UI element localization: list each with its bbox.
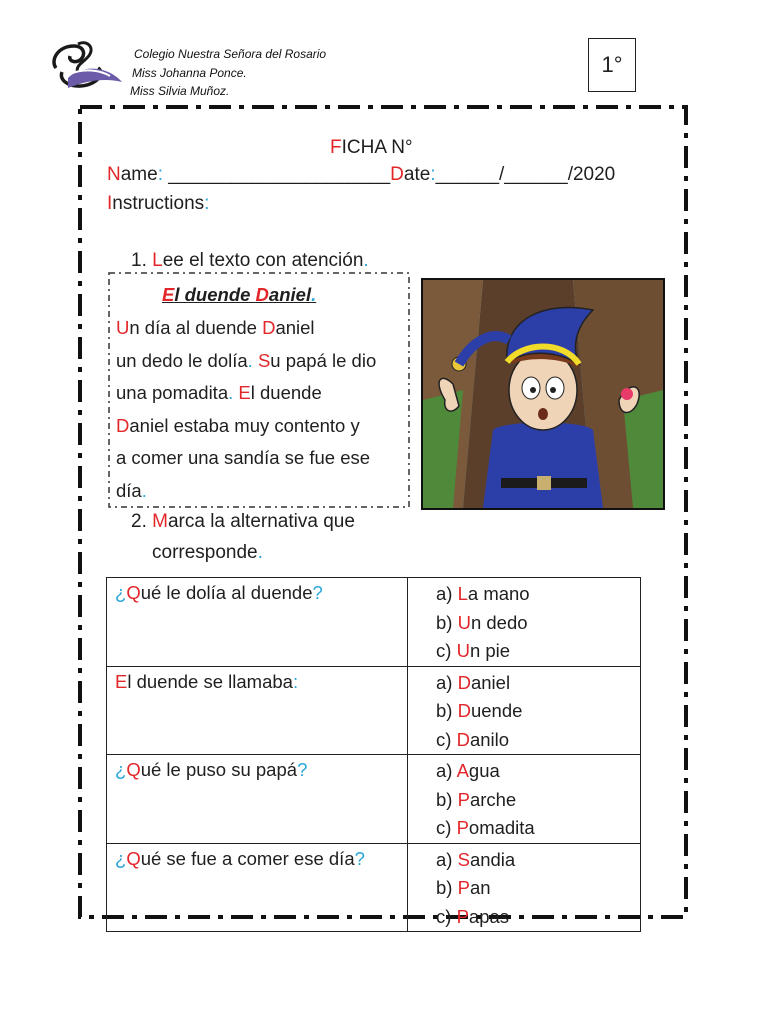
- elf-illustration: [421, 278, 665, 510]
- date-field[interactable]: ______/______/2020: [435, 164, 616, 185]
- option-c[interactable]: c) Danilo: [436, 728, 510, 750]
- options-cell: [408, 843, 641, 932]
- story-line: Daniel estaba muy contento y: [116, 415, 360, 436]
- instructions-label: Instructions:: [107, 193, 210, 214]
- question-cell: ¿Qué le dolía al duende?: [107, 578, 408, 667]
- grade-box: [588, 38, 636, 92]
- table-row: [107, 755, 641, 844]
- option-a[interactable]: a) La mano: [436, 583, 530, 604]
- option-a[interactable]: a) Agua: [436, 760, 500, 781]
- step-2-line-2: corresponde.: [152, 542, 263, 563]
- table-row: [107, 666, 641, 755]
- story-title: El duende Daniel.: [162, 284, 317, 305]
- teacher-1: Miss Johanna Ponce.: [132, 66, 247, 80]
- option-c[interactable]: c) Papas: [436, 905, 510, 927]
- quiz-table: [106, 577, 641, 932]
- name-field[interactable]: _____________________: [162, 164, 391, 185]
- step-1: 1. Lee el texto con atención.: [131, 250, 369, 271]
- table-row: [107, 843, 641, 932]
- story-line: a comer una sandía se fue ese: [116, 447, 371, 468]
- name-date-line: Name: _____________________Date:______/______/2020: [107, 164, 616, 185]
- story-line: Un día al duende Daniel: [116, 317, 315, 338]
- grade-label: 1°: [601, 52, 623, 77]
- step-2: 2. Marca la alternativa que: [131, 511, 355, 532]
- school-logo-icon: [48, 38, 124, 94]
- table-row: [107, 578, 641, 667]
- option-b[interactable]: b) Un dedo: [436, 611, 528, 633]
- options-cell: [408, 578, 641, 667]
- question-cell: El duende se llamaba:: [107, 666, 408, 755]
- options-cell: [408, 755, 641, 844]
- option-b[interactable]: b) Pan: [436, 877, 491, 898]
- question-cell: ¿Qué se fue a comer ese día?: [107, 843, 408, 932]
- teacher-2: Miss Silvia Muñoz.: [130, 84, 230, 98]
- story-line: una pomadita. El duende: [116, 382, 322, 403]
- story-line: día.: [116, 480, 147, 501]
- option-a[interactable]: a) Daniel: [436, 671, 511, 693]
- option-c[interactable]: c) Pomadita: [436, 817, 535, 838]
- elf-icon: [423, 280, 663, 508]
- story-line: un dedo le dolía. Su papá le dio: [116, 350, 377, 371]
- question-cell: ¿Qué le puso su papá?: [107, 755, 408, 844]
- option-a[interactable]: a) Sandia: [436, 848, 516, 870]
- options-cell: [408, 666, 641, 755]
- option-c[interactable]: c) Un pie: [436, 640, 511, 661]
- option-b[interactable]: b) Duende: [436, 700, 523, 721]
- school-name: Colegio Nuestra Señora del Rosario: [134, 47, 327, 61]
- story-box: [108, 272, 410, 508]
- worksheet-title: FICHA N°: [330, 137, 413, 158]
- option-b[interactable]: b) Parche: [436, 788, 517, 810]
